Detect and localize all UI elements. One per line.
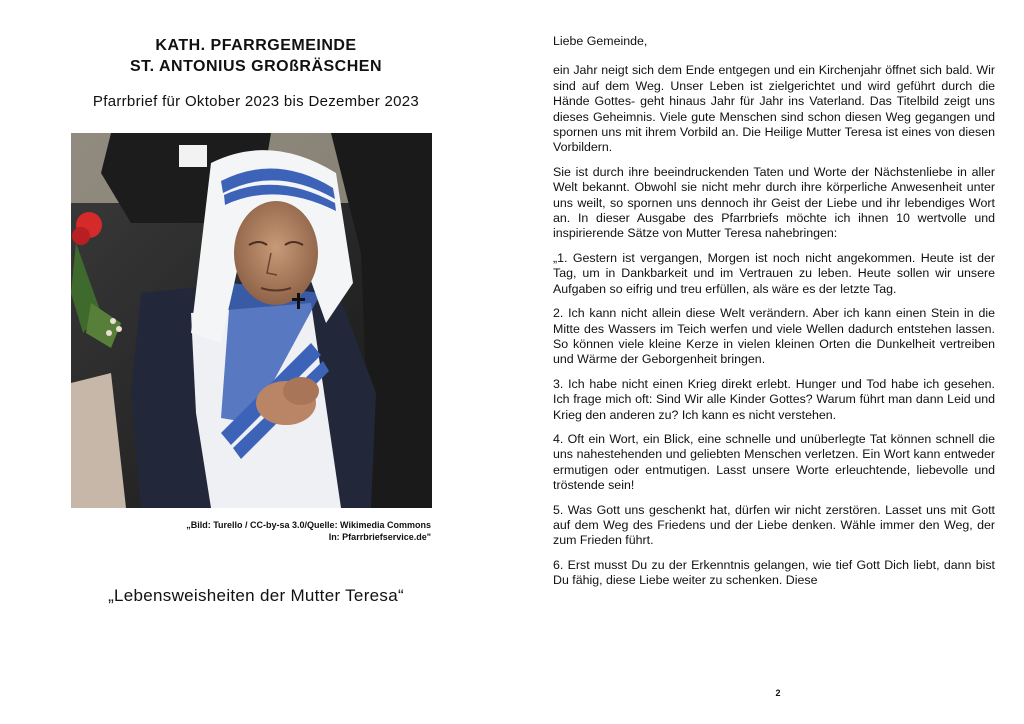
quote-paragraph: 2. Ich kann nicht allein diese Welt verändern. Aber ich kann einen Stein in die Mitte des Wassers im Teich werfen und viele Wellen dadurch entstehen lassen. So können viele kleine Kerze in vielen kleinen Orten die Dunkelheit vertreiben und Wärme der Geborgenheit bringen. [553,306,995,367]
mother-teresa-photo [71,133,432,508]
quote-paragraph: „1. Gestern ist vergangen, Morgen ist noch nicht angekommen. Heute ist der Tag, um in Dankbarkeit und im Vertrauen zu leben. Heute sollen wir unsere Aufgaben so eifrig und treu erfüllen, als wäre es der letzte Tag. [553,250,995,296]
parish-name-line1: KATH. PFARRGEMEINDE [155,37,357,54]
quote-paragraph: 3. Ich habe nicht einen Krieg direkt erlebt. Hunger und Tod habe ich gesehen. Ich frage mich oft: Sind Wir alle Kinder Gottes? Warum führt man dann Leid und Krieg den anderen zu? Ich kann es nicht verstehen. [553,376,995,422]
quote-paragraph: 4. Oft ein Wort, ein Blick, eine schnelle und unüberlegte Tat können schnell die uns nahestehenden und geliebten Menschen verletzen. Ein Wort kann entweder ermutigen oder entmutigen. Lasst unsere Worte erleuchtende, liebevolle und tröstende sein! [553,431,995,493]
salutation: Liebe Gemeinde, [553,34,648,48]
photo-caption-line2: In: Pfarrbriefservice.de" [328,532,431,542]
page-number: 2 [775,688,781,698]
letter-paragraph: Sie ist durch ihre beeindruckenden Taten und Worte der Nächstenliebe in aller Welt bekannt. Obwohl sie nicht mehr durch ihre körperliche Anwesenheit unter uns weilt, so spornen uns dennoch ihr Geist der Liebe und ihr lebendiges Wort an. In dieser Ausgabe des Pfarrbriefs möchte ich ihnen 10 wertvolle und inspirierende Sätze von Mutter Teresa nahebringen: [553,164,995,241]
parish-name-line2: ST. ANTONIUS GROßRÄSCHEN [129,58,382,75]
feature-title: „Lebensweisheiten der Mutter Teresa“ [108,586,404,605]
pastoral-letter [553,34,995,598]
cover-photo [71,133,432,508]
quote-paragraph: 5. Was Gott uns geschenkt hat, dürfen wir nicht zerstören. Lasset uns mit Gott auf dem Weg des Friedens und der Liebe denken. Wähle immer den Weg, der zum Frieden führt. [553,502,995,548]
quote-paragraph: 6. Erst musst Du zu der Erkenntnis gelangen, wie tief Gott Dich liebt, dann bist Du fähig, diese Liebe weiter zu schenken. Diese [553,557,995,588]
right-page [512,0,1024,724]
letter-paragraph: ein Jahr neigt sich dem Ende entgegen und ein Kirchenjahr öffnet sich bald. Wir sind auf dem Weg. Unser Leben ist zielgerichtet und wird geführt durch die Hände Gottes- geht hinaus Jahr für Jahr ins Vaterland. Das Titelbild zeigt uns dieses Geheimnis. Viele gute Menschen sind schon diesen Weg gegangen und spornen uns mit ihrem Vorbild an. Die Heilige Mutter Teresa ist eines von diesen Vorbildern. [553,63,995,155]
bulletin-period: Pfarrbrief für Oktober 2023 bis Dezember 2023 [92,93,420,110]
photo-caption-line1: „Bild: Turello / CC-by-sa 3.0/Quelle: Wikimedia Commons [186,520,431,530]
